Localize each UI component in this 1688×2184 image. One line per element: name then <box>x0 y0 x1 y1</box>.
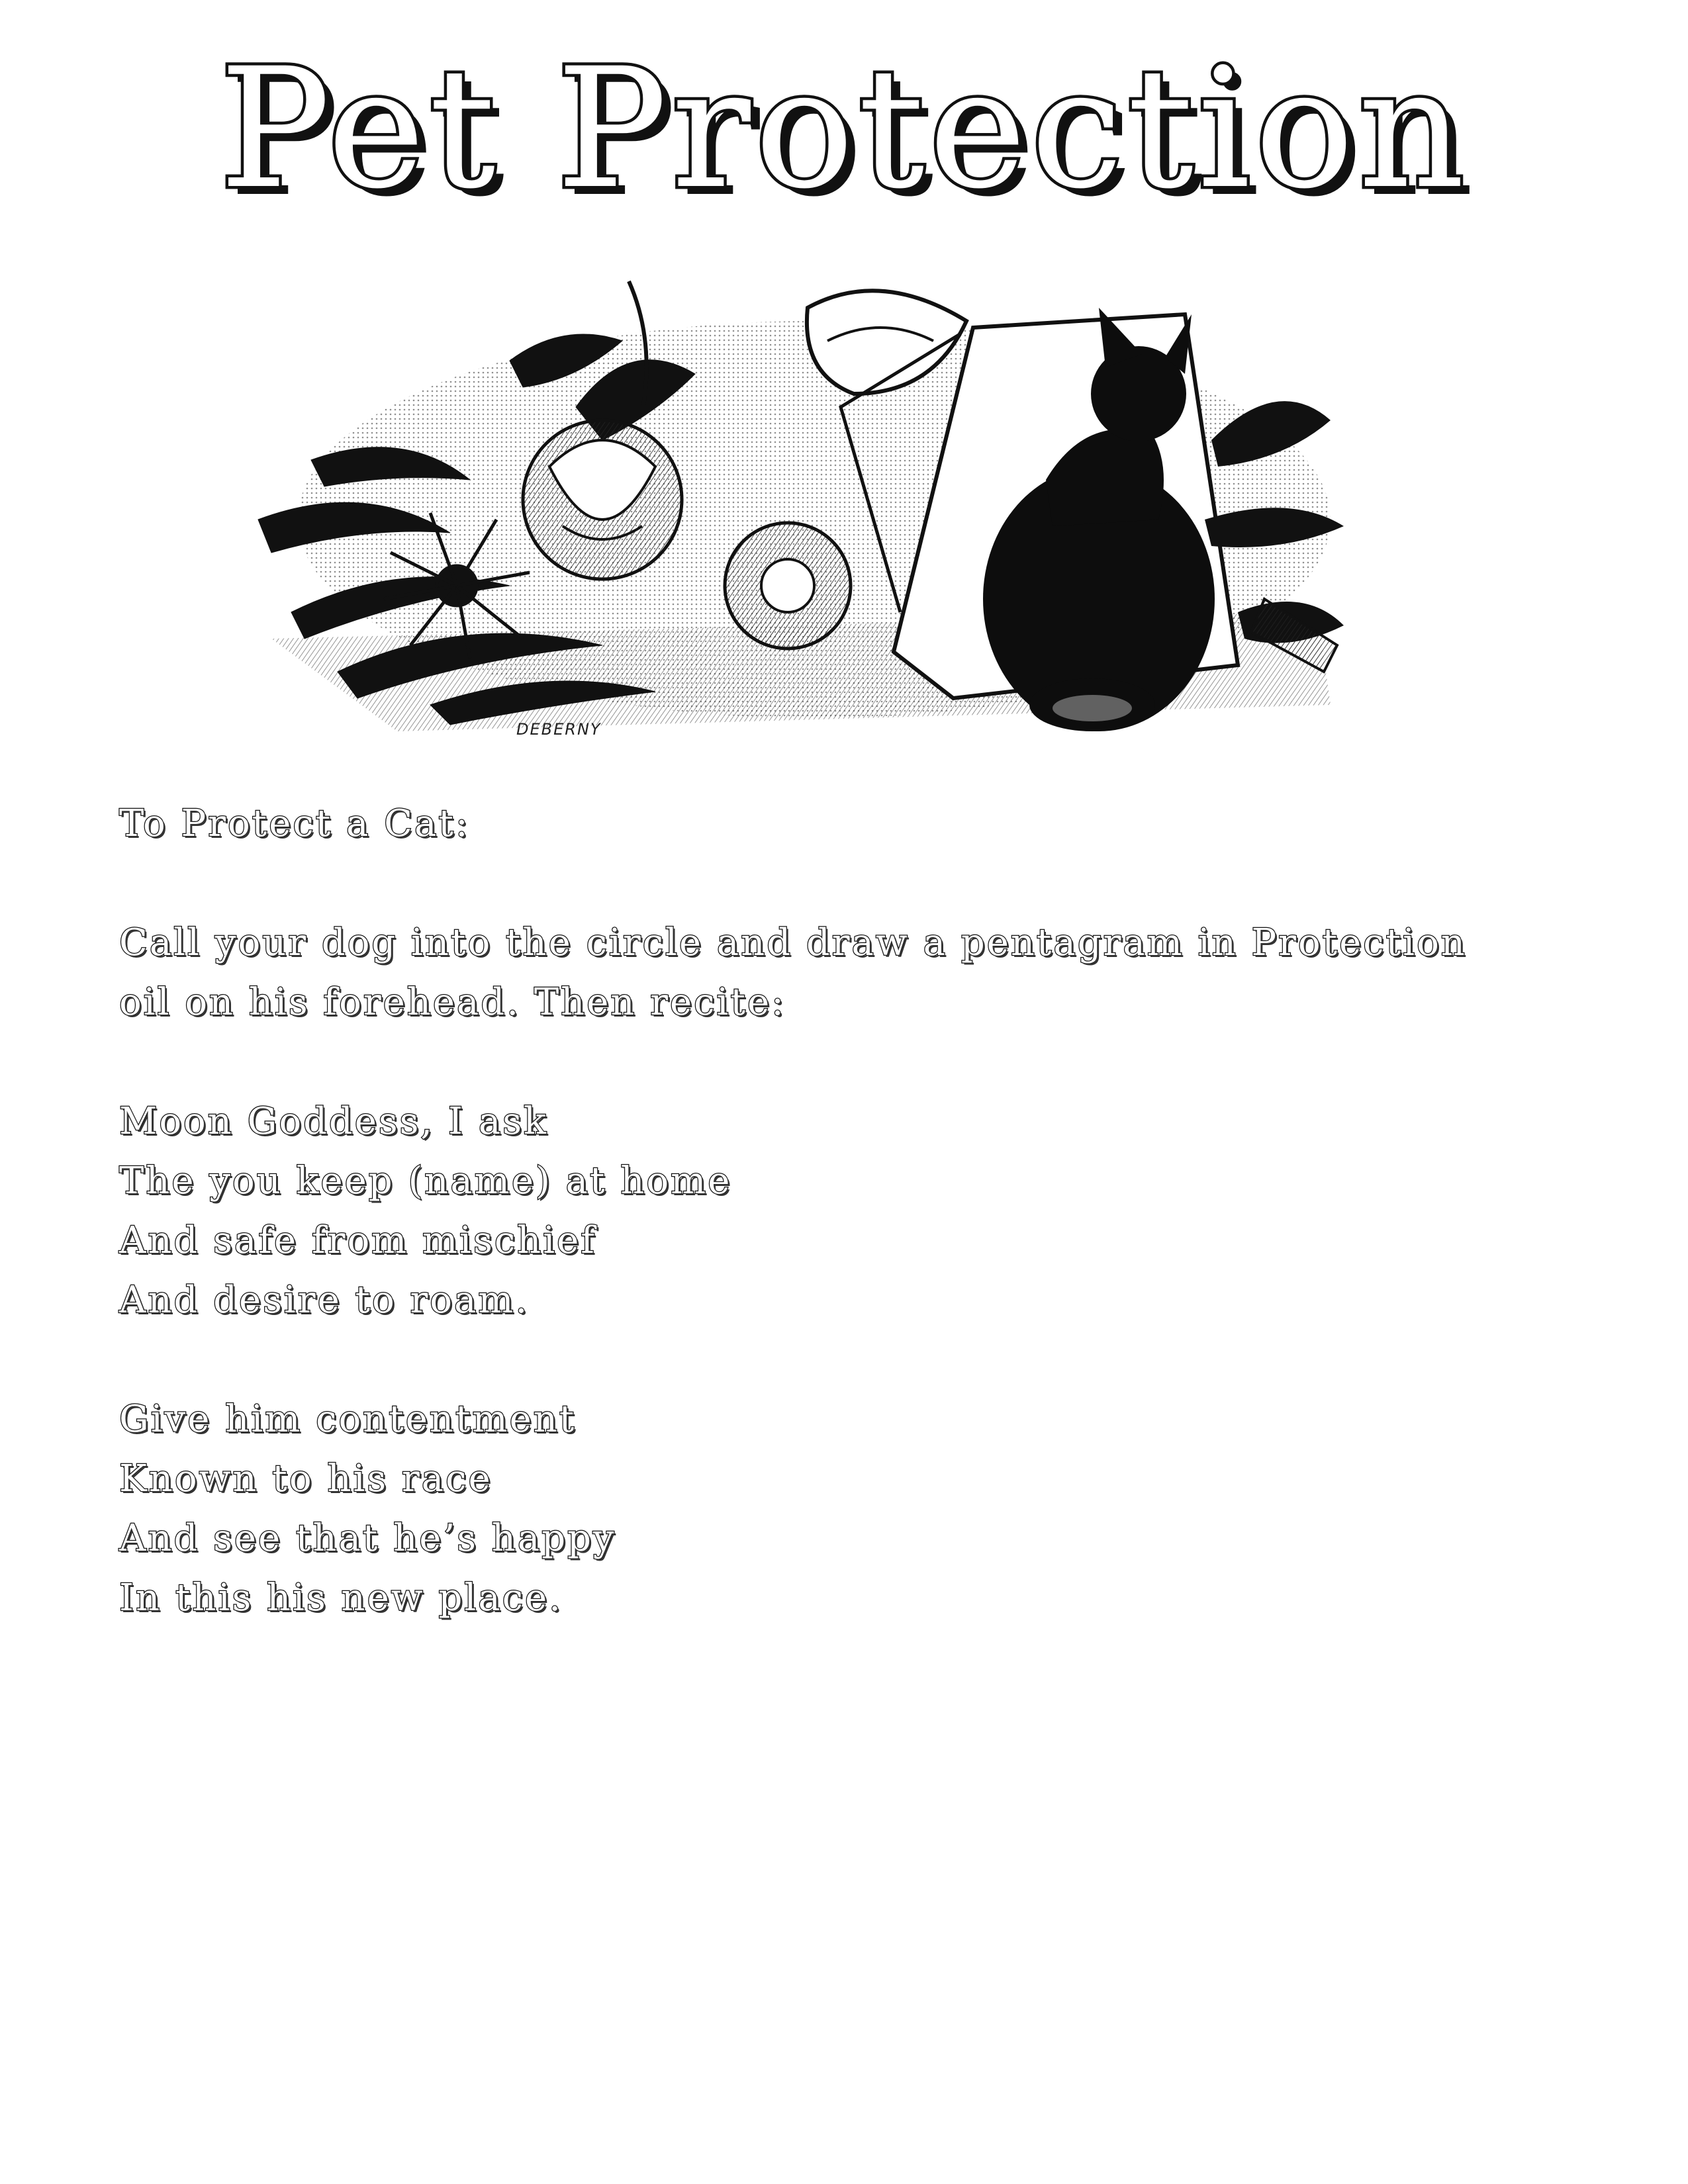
engraving-svg <box>232 242 1344 751</box>
cat-tail-highlight <box>1053 695 1132 721</box>
illustration-signature: DEBERNY <box>516 720 602 739</box>
page-title: Pet Protection <box>219 32 1469 225</box>
spacer <box>119 1032 1615 1092</box>
verse-line: Known to his race <box>119 1457 492 1500</box>
cat-flowers-engraving <box>232 242 1344 751</box>
spacer <box>119 1330 1615 1390</box>
instruction-line: oil on his forehead. Then recite: <box>119 981 786 1024</box>
verse-line: And desire to roam. <box>119 1279 530 1322</box>
verse-line: In this his new place. <box>119 1576 563 1619</box>
instruction-line: Call your dog into the circle and draw a pentagram in Protection <box>119 921 1467 964</box>
verse-line: The you keep (name) at home <box>119 1160 732 1203</box>
verse-line: Moon Goddess, I ask <box>119 1100 548 1143</box>
spacer <box>119 854 1615 913</box>
spell-text <box>119 794 1615 1628</box>
flower-chrysanthemum <box>725 523 851 649</box>
verse-line: Give him contentment <box>119 1398 577 1441</box>
verse-line: And safe from mischief <box>119 1219 597 1262</box>
flower-peony <box>523 420 682 579</box>
verse-line: And see that he’s happy <box>119 1517 616 1560</box>
spell-heading: To Protect a Cat: <box>119 802 470 845</box>
